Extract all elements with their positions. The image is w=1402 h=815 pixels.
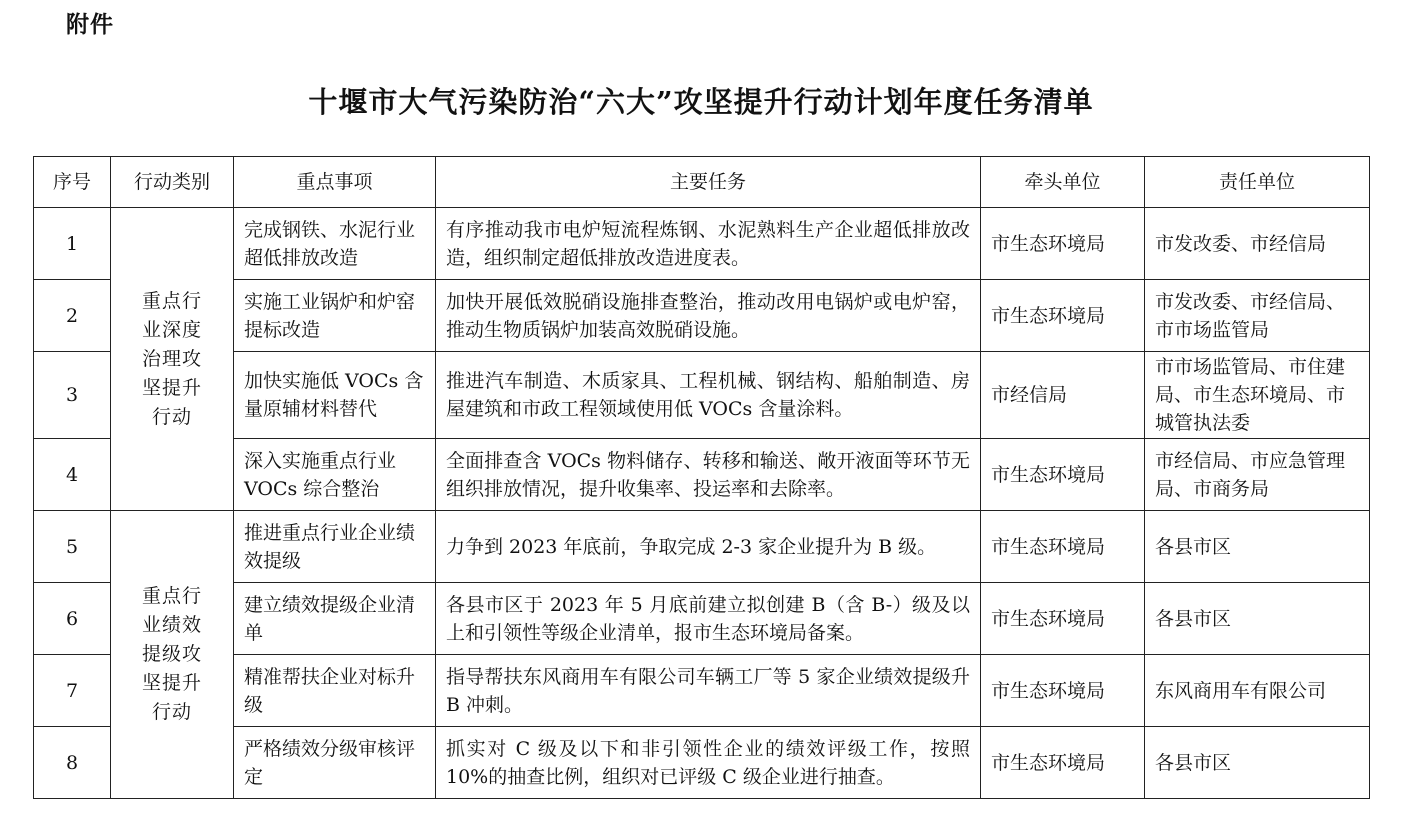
key-item: 推进重点行业企业绩效提级 — [234, 511, 436, 583]
key-item: 完成钢铁、水泥行业超低排放改造 — [234, 208, 436, 280]
row-number: 7 — [34, 655, 111, 727]
responsible-unit: 东风商用车有限公司 — [1145, 655, 1370, 727]
lead-unit: 市生态环境局 — [981, 727, 1145, 799]
attachment-label: 附件 — [66, 12, 114, 38]
main-task: 抓实对 C 级及以下和非引领性企业的绩效评级工作，按照 10%的抽查比例，组织对已评级 C 级企业进行抽查。 — [436, 727, 981, 799]
table-row — [34, 439, 1370, 511]
responsible-unit: 市经信局、市应急管理局、市商务局 — [1145, 439, 1370, 511]
column-header-lead-unit: 牵头单位 — [981, 157, 1145, 208]
action-category: 重点行业深度治理攻坚提升行动 — [141, 289, 202, 428]
column-header-no: 序号 — [34, 157, 111, 208]
main-task: 力争到 2023 年底前，争取完成 2-3 家企业提升为 B 级。 — [436, 511, 981, 583]
lead-unit: 市生态环境局 — [981, 208, 1145, 280]
table-row — [34, 727, 1370, 799]
lead-unit: 市生态环境局 — [981, 511, 1145, 583]
responsible-unit: 各县市区 — [1145, 583, 1370, 655]
row-number: 1 — [34, 208, 111, 280]
table-row — [34, 280, 1370, 352]
lead-unit: 市生态环境局 — [981, 583, 1145, 655]
row-number: 3 — [34, 352, 111, 439]
row-number: 4 — [34, 439, 111, 511]
main-task: 有序推动我市电炉短流程炼钢、水泥熟料生产企业超低排放改造，组织制定超低排放改造进度表。 — [436, 208, 981, 280]
row-number: 5 — [34, 511, 111, 583]
action-category: 重点行业绩效提级攻坚提升行动 — [141, 585, 202, 723]
table-row — [34, 655, 1370, 727]
responsible-unit: 各县市区 — [1145, 727, 1370, 799]
row-number: 6 — [34, 583, 111, 655]
column-header-key-item: 重点事项 — [234, 157, 436, 208]
responsible-unit: 市市场监管局、市住建局、市生态环境局、市城管执法委 — [1145, 352, 1370, 439]
main-task: 指导帮扶东风商用车有限公司车辆工厂等 5 家企业绩效提级升 B 冲刺。 — [436, 655, 981, 727]
row-number: 2 — [34, 280, 111, 352]
lead-unit: 市生态环境局 — [981, 439, 1145, 511]
column-header-main-task: 主要任务 — [436, 157, 981, 208]
table-row — [34, 352, 1370, 439]
key-item: 实施工业锅炉和炉窑提标改造 — [234, 280, 436, 352]
key-item: 精准帮扶企业对标升级 — [234, 655, 436, 727]
table-row — [34, 511, 1370, 583]
main-task: 加快开展低效脱硝设施排查整治，推动改用电锅炉或电炉窑，推动生物质锅炉加装高效脱硝设施。 — [436, 280, 981, 352]
responsible-unit: 各县市区 — [1145, 511, 1370, 583]
table-row — [34, 208, 1370, 280]
responsible-unit: 市发改委、市经信局 — [1145, 208, 1370, 280]
table-header-row — [34, 157, 1370, 208]
main-task: 全面排查含 VOCs 物料储存、转移和输送、敞开液面等环节无组织排放情况，提升收集率、投运率和去除率。 — [436, 439, 981, 511]
responsible-unit: 市发改委、市经信局、市市场监管局 — [1145, 280, 1370, 352]
row-number: 8 — [34, 727, 111, 799]
action-category-cell — [111, 208, 234, 511]
task-table — [33, 156, 1370, 799]
main-task: 各县市区于 2023 年 5 月底前建立拟创建 B（含 B-）级及以上和引领性等级企业清单，报市生态环境局备案。 — [436, 583, 981, 655]
lead-unit: 市生态环境局 — [981, 655, 1145, 727]
main-task: 推进汽车制造、木质家具、工程机械、钢结构、船舶制造、房屋建筑和市政工程领域使用低 VOCs 含量涂料。 — [436, 352, 981, 439]
action-category-cell — [111, 511, 234, 799]
key-item: 建立绩效提级企业清单 — [234, 583, 436, 655]
table-row — [34, 583, 1370, 655]
key-item: 深入实施重点行业 VOCs 综合整治 — [234, 439, 436, 511]
lead-unit: 市经信局 — [981, 352, 1145, 439]
key-item: 加快实施低 VOCs 含量原辅材料替代 — [234, 352, 436, 439]
lead-unit: 市生态环境局 — [981, 280, 1145, 352]
document-title: 十堰市大气污染防治“六大”攻坚提升行动计划年度任务清单 — [308, 85, 1094, 119]
key-item: 严格绩效分级审核评定 — [234, 727, 436, 799]
column-header-category: 行动类别 — [111, 157, 234, 208]
column-header-responsible-unit: 责任单位 — [1145, 157, 1370, 208]
